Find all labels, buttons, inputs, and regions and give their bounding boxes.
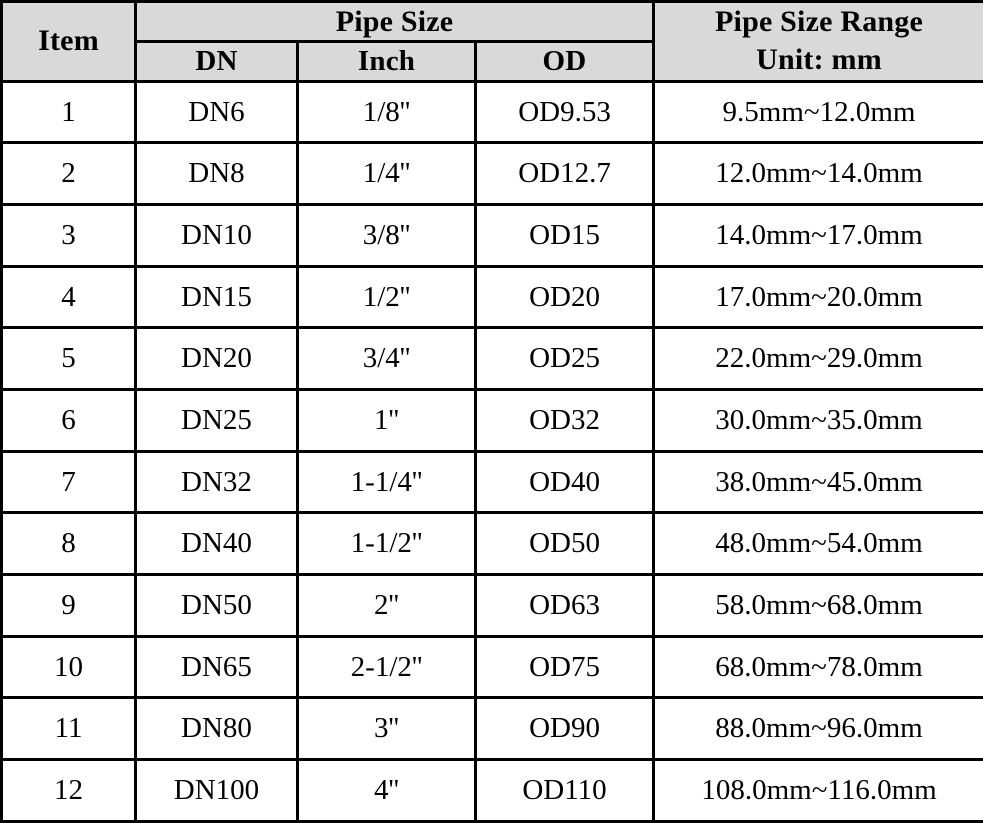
cell-inch: 2'' xyxy=(298,575,476,637)
cell-od: OD32 xyxy=(476,390,654,452)
cell-item: 8 xyxy=(2,513,136,575)
cell-range: 68.0mm~78.0mm xyxy=(654,636,983,698)
cell-dn: DN8 xyxy=(136,143,298,205)
column-header-pipe-size-range xyxy=(654,2,983,82)
cell-range: 30.0mm~35.0mm xyxy=(654,390,983,452)
column-header-inch: Inch xyxy=(298,42,476,81)
cell-od: OD63 xyxy=(476,575,654,637)
cell-inch: 1'' xyxy=(298,390,476,452)
table-row xyxy=(2,205,983,267)
cell-range: 38.0mm~45.0mm xyxy=(654,451,983,513)
cell-od: OD75 xyxy=(476,636,654,698)
cell-dn: DN50 xyxy=(136,575,298,637)
cell-inch: 2-1/2'' xyxy=(298,636,476,698)
table-header xyxy=(2,2,983,82)
cell-od: OD25 xyxy=(476,328,654,390)
table-body xyxy=(2,81,983,821)
cell-item: 2 xyxy=(2,143,136,205)
cell-od: OD40 xyxy=(476,451,654,513)
cell-item: 5 xyxy=(2,328,136,390)
cell-inch: 1/2'' xyxy=(298,266,476,328)
cell-range: 12.0mm~14.0mm xyxy=(654,143,983,205)
column-header-range-title: Pipe Size Range xyxy=(655,3,983,41)
cell-range: 108.0mm~116.0mm xyxy=(654,760,983,822)
table-row xyxy=(2,451,983,513)
cell-item: 4 xyxy=(2,266,136,328)
column-header-item: Item xyxy=(2,2,136,82)
cell-inch: 3'' xyxy=(298,698,476,760)
table-row xyxy=(2,328,983,390)
cell-range: 48.0mm~54.0mm xyxy=(654,513,983,575)
cell-inch: 1/4'' xyxy=(298,143,476,205)
cell-od: OD90 xyxy=(476,698,654,760)
cell-od: OD12.7 xyxy=(476,143,654,205)
cell-inch: 1-1/2'' xyxy=(298,513,476,575)
cell-dn: DN20 xyxy=(136,328,298,390)
cell-dn: DN40 xyxy=(136,513,298,575)
table-header-row-1 xyxy=(2,2,983,42)
table-row xyxy=(2,390,983,452)
cell-od: OD15 xyxy=(476,205,654,267)
cell-range: 88.0mm~96.0mm xyxy=(654,698,983,760)
cell-item: 12 xyxy=(2,760,136,822)
table-row xyxy=(2,81,983,143)
cell-range: 14.0mm~17.0mm xyxy=(654,205,983,267)
cell-dn: DN15 xyxy=(136,266,298,328)
cell-item: 6 xyxy=(2,390,136,452)
column-header-od: OD xyxy=(476,42,654,81)
cell-item: 1 xyxy=(2,81,136,143)
cell-item: 3 xyxy=(2,205,136,267)
table-row xyxy=(2,143,983,205)
cell-inch: 1-1/4'' xyxy=(298,451,476,513)
cell-od: OD110 xyxy=(476,760,654,822)
cell-od: OD9.53 xyxy=(476,81,654,143)
cell-item: 9 xyxy=(2,575,136,637)
column-header-range-unit: Unit: mm xyxy=(655,41,983,79)
cell-dn: DN65 xyxy=(136,636,298,698)
table-row xyxy=(2,266,983,328)
table-row xyxy=(2,760,983,822)
cell-item: 10 xyxy=(2,636,136,698)
cell-inch: 3/8'' xyxy=(298,205,476,267)
cell-dn: DN100 xyxy=(136,760,298,822)
table-row xyxy=(2,575,983,637)
cell-inch: 4'' xyxy=(298,760,476,822)
cell-inch: 1/8'' xyxy=(298,81,476,143)
cell-range: 58.0mm~68.0mm xyxy=(654,575,983,637)
cell-dn: DN80 xyxy=(136,698,298,760)
cell-range: 17.0mm~20.0mm xyxy=(654,266,983,328)
column-group-header-pipe-size: Pipe Size xyxy=(136,2,654,42)
cell-od: OD20 xyxy=(476,266,654,328)
cell-dn: DN6 xyxy=(136,81,298,143)
table-row xyxy=(2,636,983,698)
cell-inch: 3/4'' xyxy=(298,328,476,390)
cell-item: 7 xyxy=(2,451,136,513)
cell-range: 9.5mm~12.0mm xyxy=(654,81,983,143)
cell-dn: DN10 xyxy=(136,205,298,267)
cell-dn: DN32 xyxy=(136,451,298,513)
column-header-dn: DN xyxy=(136,42,298,81)
cell-range: 22.0mm~29.0mm xyxy=(654,328,983,390)
table-row xyxy=(2,698,983,760)
cell-dn: DN25 xyxy=(136,390,298,452)
cell-od: OD50 xyxy=(476,513,654,575)
table-row xyxy=(2,513,983,575)
cell-item: 11 xyxy=(2,698,136,760)
